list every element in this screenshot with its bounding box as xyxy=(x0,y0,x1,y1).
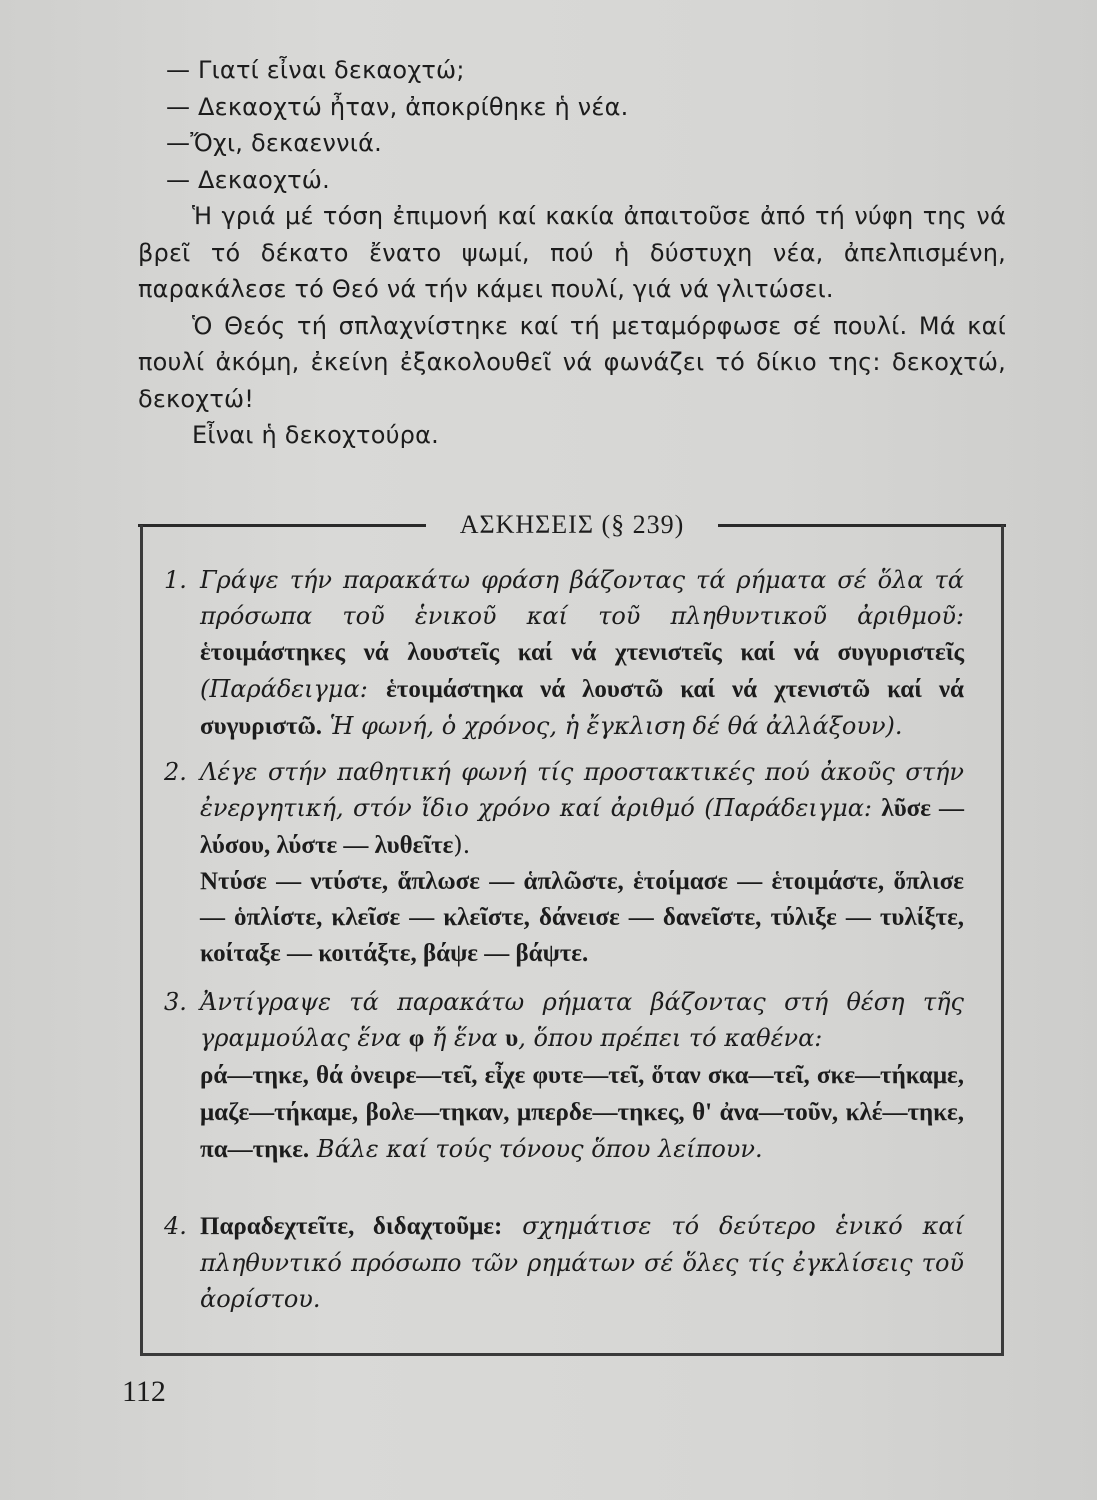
exercise-instruction-mid: ἤ ἕνα xyxy=(431,1024,498,1052)
exercise-words: Παραδεχτεῖτε, διδαχτοῦμε: xyxy=(200,1213,503,1240)
example-close: Ἡ φωνή, ὁ χρόνος, ἡ ἔγκλιση δέ θά ἀλλάξουν). xyxy=(329,712,903,740)
exercise-number: 2. xyxy=(164,758,187,786)
letter-phi: φ xyxy=(408,1025,425,1052)
exercise-number: 1. xyxy=(164,566,187,594)
exercise-instruction-end: , ὅπου πρέπει τό καθένα: xyxy=(518,1024,823,1052)
exercise-1 xyxy=(164,562,964,745)
dialogue-line: — Γιατί εἶναι δεκαοχτώ; xyxy=(166,56,465,84)
example-answer: λῦσε — λύσου, λύστε — λυθεῖτε xyxy=(200,795,964,859)
dialogue-line: —Ὄχι, δεκαεννιά. xyxy=(166,129,382,157)
exercise-words: ρά—τηκε, θά ὀνειρε—τεῖ, εἶχε φυτε—τεῖ, ὅταν σκα—τεῖ, σκε—τήκαμε, μαζε—τήκαμε, βολε—τηκαν, μπερδε—τηκες, θ' ἀνα—τοῦν, κλέ—τηκε, πα—τηκε. xyxy=(200,1062,964,1163)
exercise-instruction: Λέγε στήν παθητική φωνή τίς προστακτικές πού ἀκοῦς στήν ἐνεργητική, στόν ἴδιο χρόνο καί ἀριθμό (Παράδειγμα: xyxy=(200,758,964,822)
exercises-title: ΑΣΚΗΣΕΙΣ (§ 239) xyxy=(459,510,685,539)
story-text xyxy=(138,52,1006,454)
exercise-number: 3. xyxy=(164,988,187,1016)
letter-upsilon: υ xyxy=(505,1025,519,1052)
exercise-instruction: σχημάτισε τό δεύτερο ἑνικό καί πληθυντικό πρόσωπο τῶν ρημάτων σέ ὅλες τίς ἐγκλίσεις τοῦ ἀορίστου. xyxy=(200,1212,964,1313)
exercise-4 xyxy=(164,1208,964,1317)
story-paragraph-2: Ὁ Θεός τή σπλαχνίστηκε καί τή μεταμόρφωσε σέ πουλί. Μά καί πουλί ἀκόμη, ἐκείνη ἐξακολουθεῖ νά φωνάζει τό δίκιο της: δεκοχτώ, δεκοχτώ! xyxy=(138,311,1006,413)
example-open: (Παράδειγμα: xyxy=(200,675,368,703)
dialogue-line: — Δεκαοχτώ. xyxy=(166,165,330,194)
story-paragraph-3: Εἶναι ἡ δεκοχτούρα. xyxy=(192,421,439,449)
exercise-instruction: Γράψε τήν παρακάτω φράση βάζοντας τά ρήματα σέ ὅλα τά πρόσωπα τοῦ ἑνικοῦ καί τοῦ πληθυντικοῦ ἀριθμοῦ: xyxy=(200,566,964,630)
page-number: 112 xyxy=(122,1375,166,1408)
example-close: ). xyxy=(453,831,471,859)
story-paragraph-1: Ἡ γριά μέ τόση ἐπιμονή καί κακία ἀπαιτοῦσε ἀπό τή νύφη της νά βρεῖ τό δέκατο ἔνατο ψωμί, πού ἡ δύστυχη νέα, ἀπελπισμένη, παρακάλεσε τό Θεό νά τήν κάμει πουλί, γιά νά γλιτώσει. xyxy=(138,202,1006,303)
exercise-phrase: ἑτοιμάστηκες νά λουστεῖς καί νά χτενιστεῖς καί νά συγυριστεῖς xyxy=(200,639,964,666)
exercise-note: Βάλε καί τούς τόνους ὅπου λείπουν. xyxy=(316,1135,763,1163)
exercise-2 xyxy=(164,754,964,972)
exercise-words: Ντύσε — ντύστε, ἅπλωσε — ἁπλῶστε, ἑτοίμασε — ἑτοιμάστε, ὅπλισε — ὁπλίστε, κλεῖσε — κλεῖστε, δάνεισε — δανεῖστε, τύλιξε — τυλίξτε, κοίταξε — κοιτάξτε, βάψε — βάψτε. xyxy=(200,868,964,967)
exercise-3 xyxy=(164,984,964,1168)
dialogue-line: — Δεκαοχτώ ἦταν, ἀποκρίθηκε ἡ νέα. xyxy=(166,92,629,121)
example-answer: ἑτοιμάστηκα νά λουστῶ καί νά χτενιστῶ καί νά συγυριστῶ. xyxy=(200,676,964,740)
exercise-number: 4. xyxy=(164,1212,187,1240)
exercise-instruction: Ἀντίγραψε τά παρακάτω ρήματα βάζοντας στή θέση τῆς γραμμούλας ἕνα xyxy=(200,988,964,1052)
